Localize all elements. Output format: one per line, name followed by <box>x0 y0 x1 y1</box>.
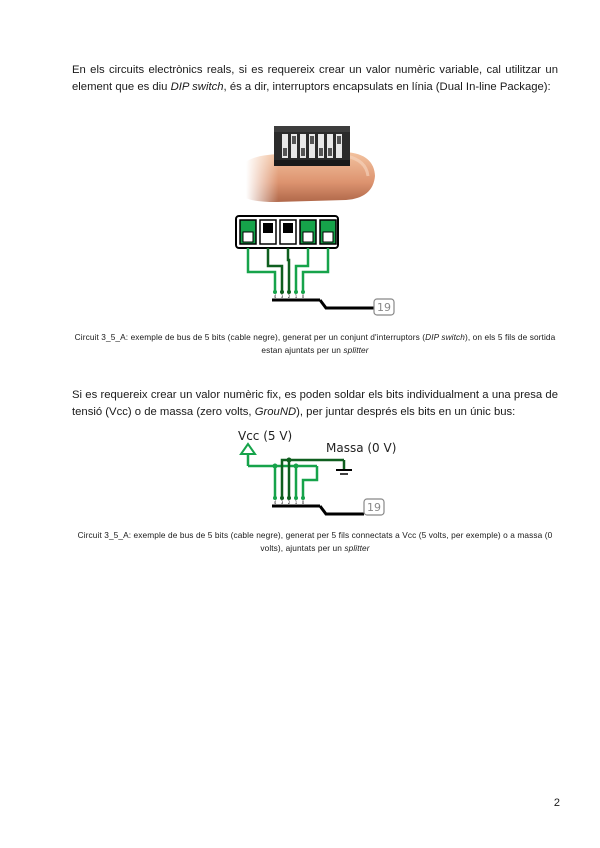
probe-value: 19 <box>377 301 391 314</box>
svg-text:3: 3 <box>280 500 284 505</box>
bus-wire <box>320 300 374 308</box>
svg-text:1: 1 <box>294 500 298 505</box>
svg-text:4: 4 <box>273 500 277 505</box>
svg-text:1: 1 <box>294 294 298 299</box>
fixed-value-paragraph: Si es requereix crear un valor numèric fix, es poden soldar els bits individualment a una presa de tensió (Vcc) o de massa (zero volts, GrouND), per juntar després els bits en un únic bus: <box>72 389 558 418</box>
svg-text:2: 2 <box>287 294 291 299</box>
svg-text:0: 0 <box>301 294 305 299</box>
circuit-dip-switch <box>232 212 412 316</box>
bus-wire <box>320 506 364 514</box>
page-number: 2 <box>553 797 560 809</box>
svg-text:0: 0 <box>301 500 305 505</box>
switch-wires <box>248 248 328 292</box>
svg-text:3: 3 <box>280 294 284 299</box>
caption-circuit-2: Circuit 3_5_A: exemple de bus de 5 bits (cable negre), generat per 5 fils connectats a Vcc (5 volts, per exemple) o a massa (0 volts), ajuntats per un splitter <box>77 530 553 553</box>
ground-icon <box>336 460 352 474</box>
intro-term: DIP switch <box>170 81 224 93</box>
dip-switch-photo <box>246 122 376 204</box>
svg-text:4: 4 <box>273 294 277 299</box>
intro-text-end: , és a dir, interruptors encapsulats en línia (Dual In-line Package): <box>223 81 551 93</box>
intro-paragraph <box>72 62 558 96</box>
vcc-label: Vcc (5 V) <box>238 429 293 443</box>
dip-switch-bank <box>236 216 338 248</box>
vcc-source-icon <box>241 444 255 466</box>
intro-text: En els circuits electrònics reals, si es requereix crear un valor numèric variable, cal utilitzar un element que es diu <box>72 64 558 93</box>
caption-circuit-1: Circuit 3_5_A: exemple de bus de 5 bits (cable negre), generat per un conjunt d'interruptors (DIP switch), on els 5 fils de sortida estan ajuntats per un splitter <box>74 332 556 355</box>
circuit-vcc-ground <box>232 426 412 522</box>
ground-label: Massa (0 V) <box>326 441 397 455</box>
probe-value: 19 <box>367 501 381 514</box>
svg-text:2: 2 <box>287 500 291 505</box>
